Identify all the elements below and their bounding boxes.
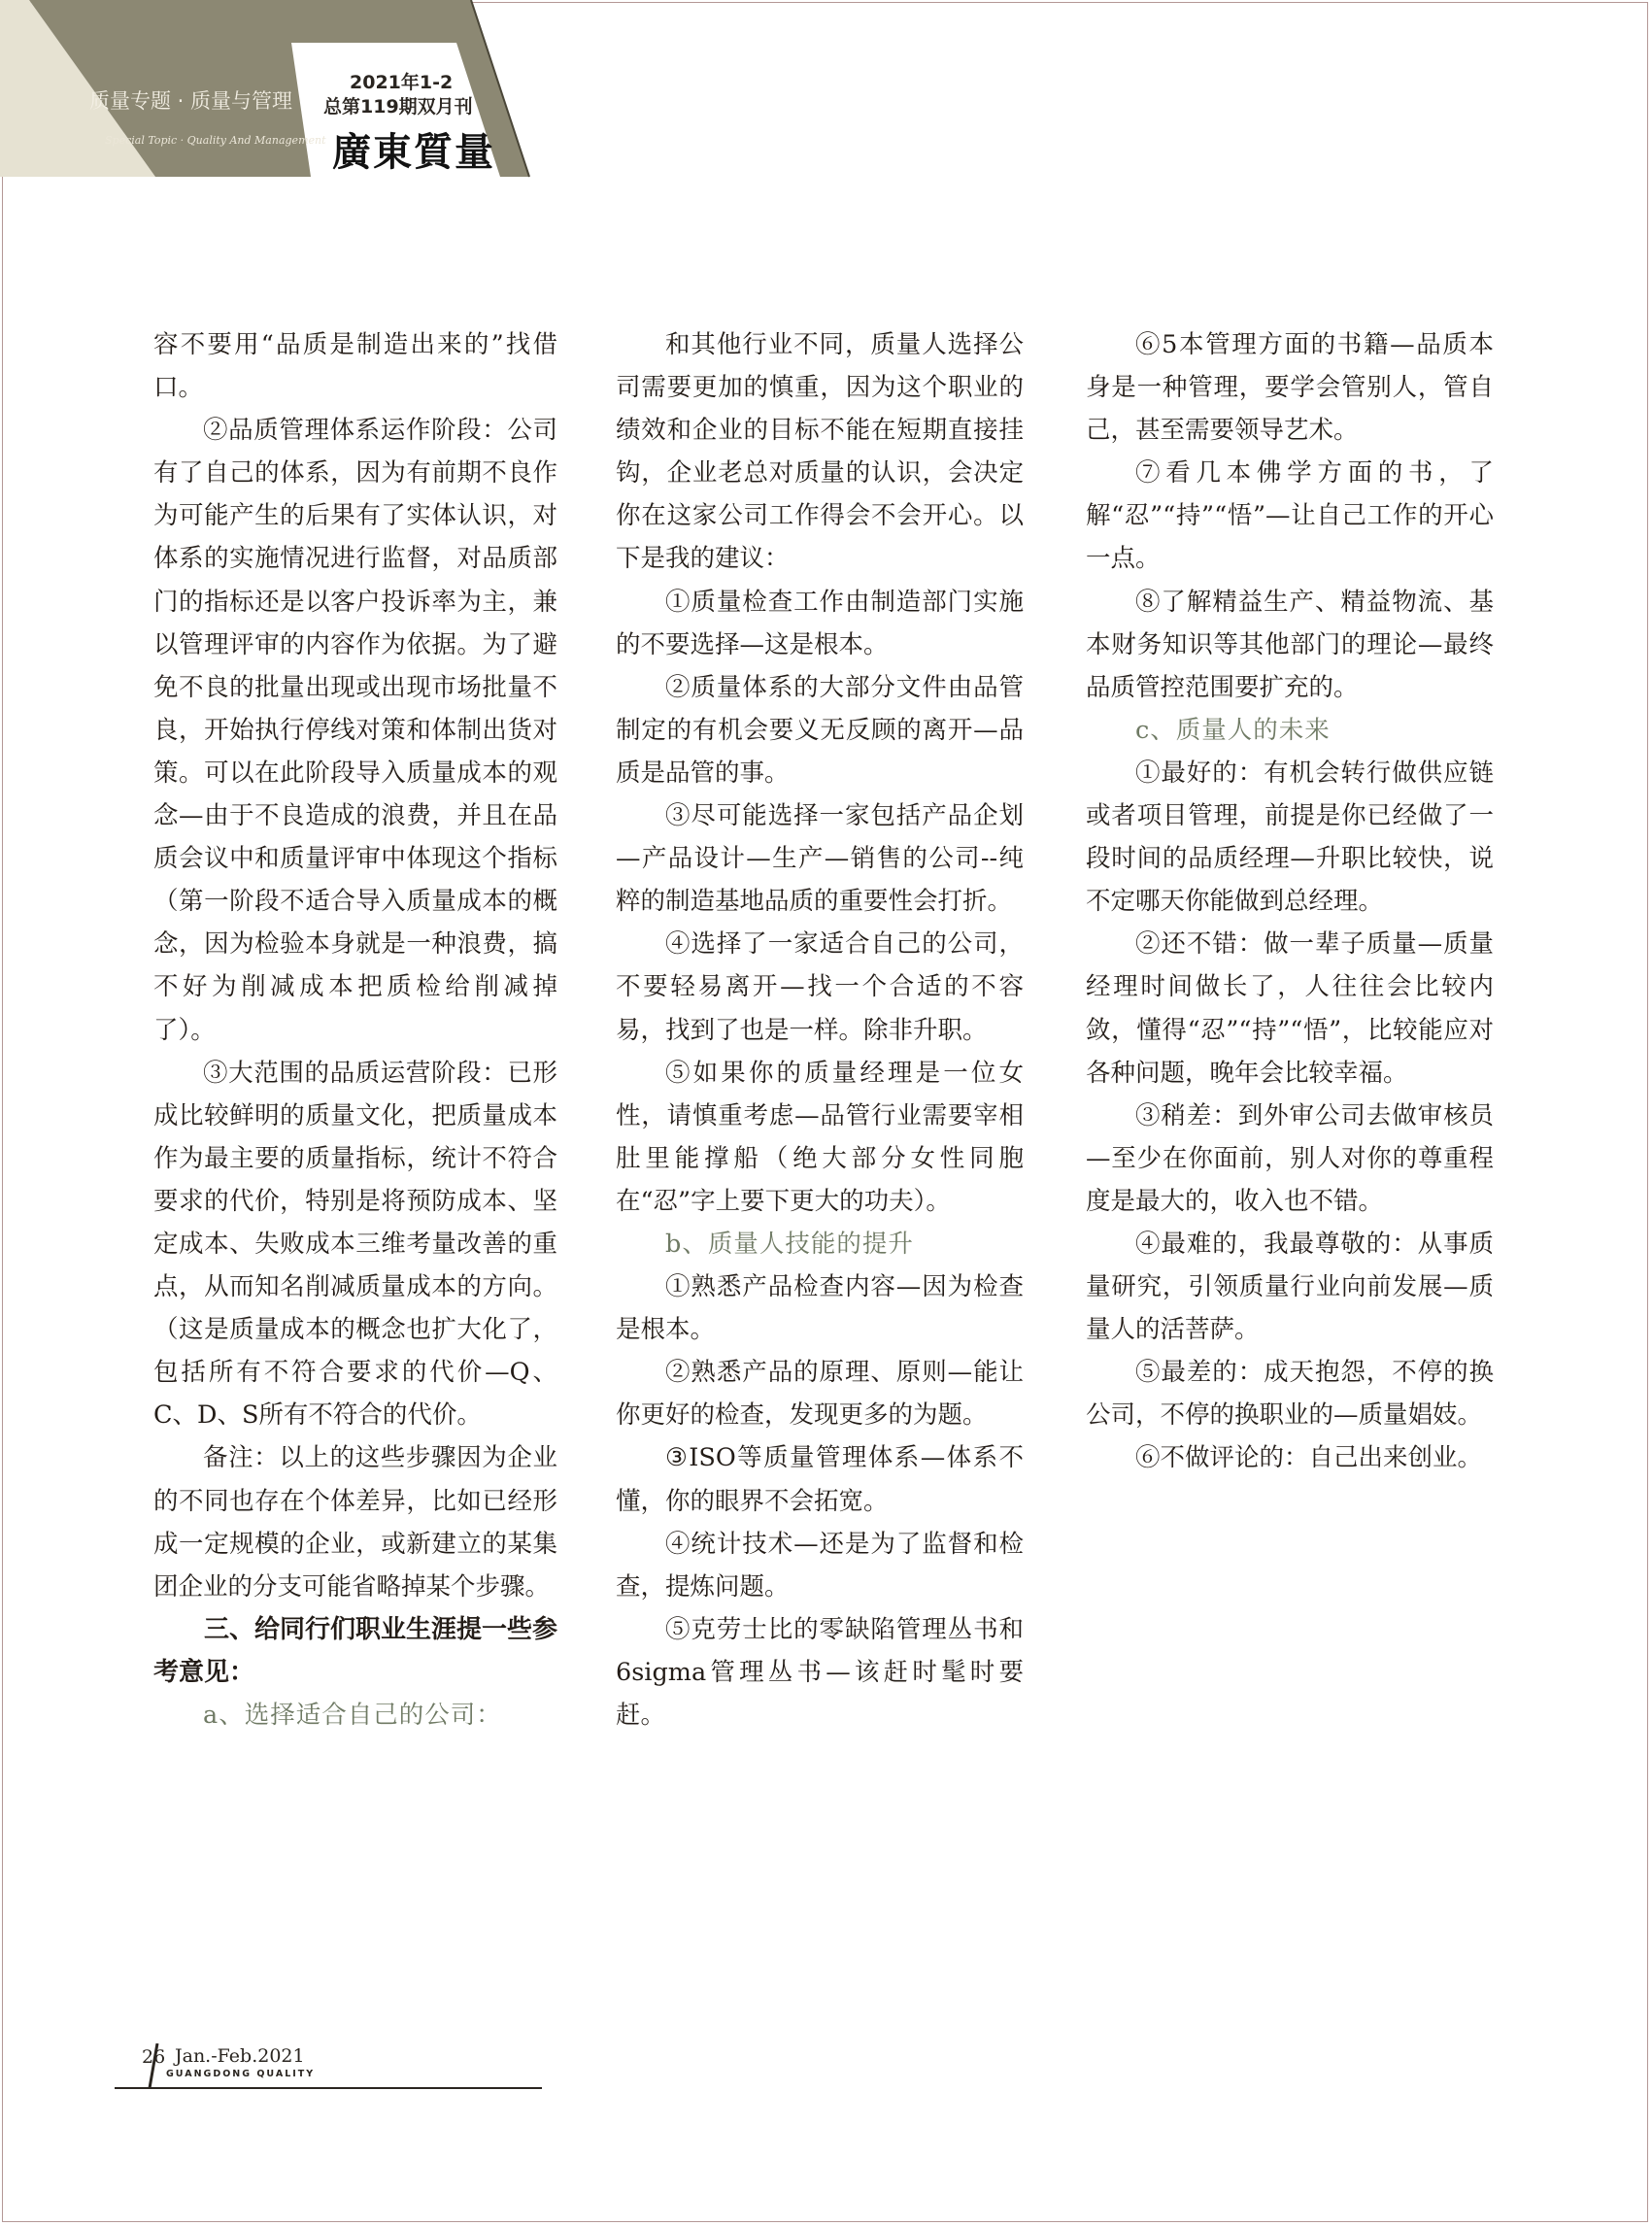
- paragraph: ②还不错：做一辈子质量—质量经理时间做长了，人往往会比较内敛，懂得“忍”“持”“悟”，比较能应对各种问题，晚年会比较幸福。: [1086, 929, 1494, 1088]
- subheading: b、质量人技能的提升: [665, 1229, 914, 1259]
- paragraph: ⑤克劳士比的零缺陷管理丛书和6sigma管理丛书—该赶时髦时要赶。: [616, 1614, 1024, 1730]
- footer-magazine-name: GUANGDONG QUALITY: [166, 2069, 316, 2079]
- paragraph: 容不要用“品质是制造出来的”找借口。: [153, 330, 557, 403]
- paragraph: ④最难的，我最尊敬的：从事质量研究，引领质量行业向前发展—质量人的活菩萨。: [1086, 1229, 1494, 1345]
- paragraph: 和其他行业不同，质量人选择公司需要更加的慎重，因为这个职业的绩效和企业的目标不能在短期直接挂钩，企业老总对质量的认识，会决定你在这家公司工作得会不会开心。以下是我的建议：: [616, 330, 1024, 574]
- magazine-logo: 廣東質量: [332, 129, 495, 175]
- text-column-1: [153, 323, 557, 1737]
- paragraph: ②质量体系的大部分文件由品管制定的有机会要义无反顾的离开—品质是品管的事。: [616, 672, 1024, 788]
- page-number: 26: [142, 2046, 166, 2068]
- paragraph: ⑤如果你的质量经理是一位女性，请慎重考虑—品管行业需要宰相肚里能撑船（绝大部分女性同胞在“忍”字上要下更大的功夫）。: [616, 1058, 1024, 1216]
- section-subtitle-en: Special Topic · Quality And Management: [105, 134, 326, 147]
- issue-number: 总第119期双月刊: [323, 96, 473, 118]
- section-title: 质量专题 · 质量与管理: [89, 89, 293, 113]
- paragraph: ③ISO等质量管理体系—体系不懂，你的眼界不会拓宽。: [616, 1443, 1024, 1516]
- paragraph: ④统计技术—还是为了监督和检查，提炼问题。: [616, 1529, 1024, 1602]
- paragraph: ⑦看几本佛学方面的书，了解“忍”“持”“悟”—让自己工作的开心一点。: [1086, 458, 1494, 574]
- issue-date: 2021年1-2: [350, 72, 454, 93]
- paragraph: ①质量检查工作由制造部门实施的不要选择—这是根本。: [616, 587, 1024, 659]
- paragraph: ①熟悉产品检查内容—因为检查是根本。: [616, 1272, 1024, 1345]
- paragraph: ③大范围的品质运营阶段：已形成比较鲜明的质量文化，把质量成本作为最主要的质量指标，统计不符合要求的代价，特别是将预防成本、坚定成本、失败成本三维考量改善的重点，从而知名削减质量成本的方向。（这是质量成本的概念也扩大化了，包括所有不符合要求的代价—Q、C、D、S所有不符合的代价。: [153, 1058, 557, 1431]
- paragraph: ①最好的：有机会转行做供应链或者项目管理，前提是你已经做了一段时间的品质经理—升职比较快，说不定哪天你能做到总经理。: [1086, 758, 1494, 917]
- paragraph: ③尽可能选择一家包括产品企划—产品设计—生产—销售的公司--纯粹的制造基地品质的重要性会打折。: [616, 801, 1024, 917]
- section-heading: 三、给同行们职业生涯提一些参考意见：: [153, 1614, 558, 1687]
- paragraph: ⑥不做评论的：自己出来创业。: [1135, 1443, 1483, 1473]
- paragraph: 备注：以上的这些步骤因为企业的不同也存在个体差异，比如已经形成一定规模的企业，或新建立的某集团企业的分支可能省略掉某个步骤。: [153, 1443, 557, 1602]
- footer-date: Jan.-Feb.2021: [175, 2045, 305, 2067]
- paragraph: ③稍差：到外审公司去做审核员—至少在你面前，别人对你的尊重程度是最大的，收入也不错。: [1086, 1100, 1494, 1216]
- paragraph: ⑥5本管理方面的书籍—品质本身是一种管理，要学会管别人，管自己，甚至需要领导艺术。: [1086, 330, 1494, 446]
- paragraph: ⑤最差的：成天抱怨，不停的换公司，不停的换职业的—质量娼妓。: [1086, 1358, 1494, 1431]
- paragraph: ④选择了一家适合自己的公司，不要轻易离开—找一个合适的不容易，找到了也是一样。除非升职。: [616, 929, 1024, 1045]
- paragraph: ⑧了解精益生产、精益物流、基本财务知识等其他部门的理论—最终品质管控范围要扩充的。: [1086, 587, 1494, 702]
- text-column-3: [1086, 323, 1494, 1480]
- text-column-2: [616, 323, 1024, 1737]
- paragraph: ②品质管理体系运作阶段：公司有了自己的体系，因为有前期不良作为可能产生的后果有了实体认识，对体系的实施情况进行监督，对品质部门的指标还是以客户投诉率为主，兼以管理评审的内容作为依据。为了避免不良的批量出现或出现市场批量不良，开始执行停线对策和体制出货对策。可以在此阶段导入质量成本的观念—由于不良造成的浪费，并且在品质会议中和质量评审中体现这个指标（第一阶段不适合导入质量成本的概念，因为检验本身就是一种浪费，搞不好为削减成本把质检给削减掉了）。: [153, 416, 557, 1045]
- subheading: c、质量人的未来: [1135, 715, 1331, 745]
- page-footer: [115, 2043, 542, 2111]
- paragraph: ②熟悉产品的原理、原则—能让你更好的检查，发现更多的为题。: [616, 1358, 1024, 1431]
- subheading: a、选择适合自己的公司：: [203, 1701, 502, 1730]
